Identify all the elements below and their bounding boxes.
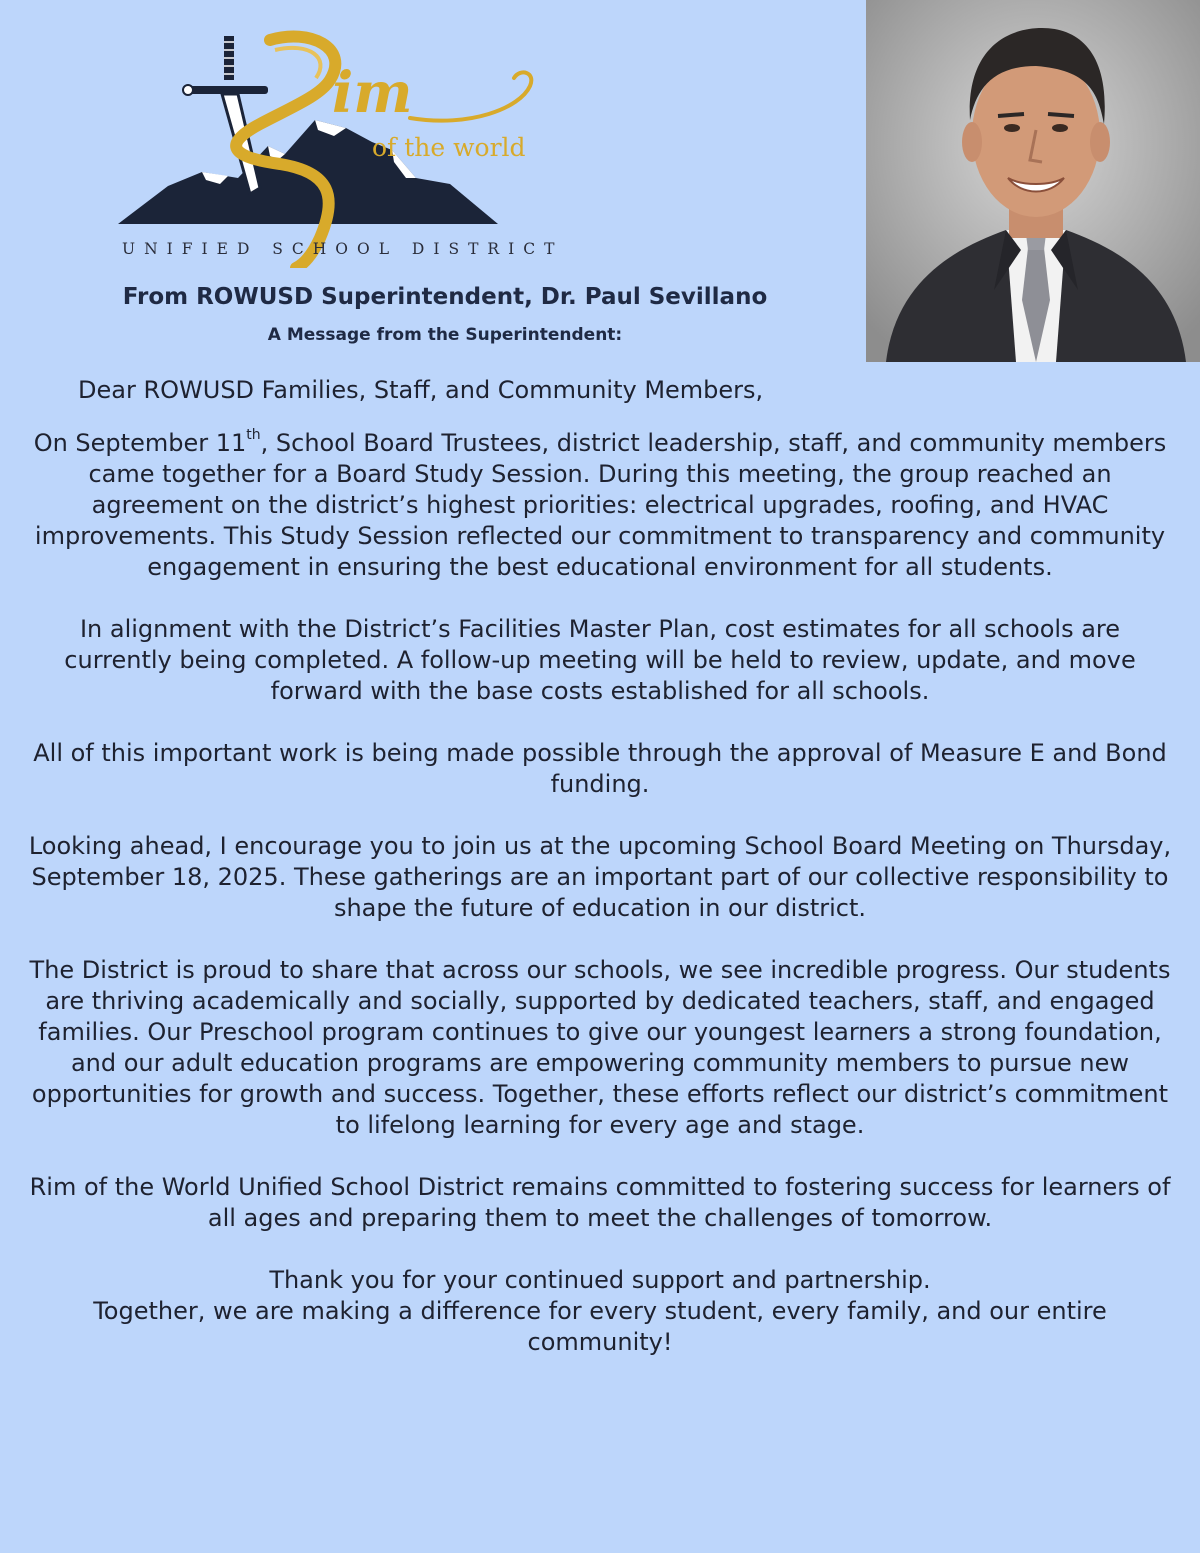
logo-subtitle: UNIFIED SCHOOL DISTRICT <box>122 240 564 258</box>
paragraph-board-meeting: Looking ahead, I encourage you to join us at the upcoming School Board Meeting on Thursday, September 18, 2025. These gatherings are an important part of our collective responsibility to shape the future of education in our district. <box>28 832 1172 922</box>
sword-icon <box>183 36 268 194</box>
paragraph-progress: The District is proud to share that across our schools, we see incredible progress. Our students are thriving academically and socially, supported by dedicated teachers, staff, and engaged families. Our Preschool program continues to give our youngest learners a strong foundation, and our adult education programs are empowering community members to pursue new opportunities for growth and success. Together, these efforts reflect our district’s commitment to lifelong learning for every age and stage. <box>29 956 1171 1139</box>
district-logo <box>110 28 580 268</box>
paragraph-master-plan: In alignment with the District’s Facilities Master Plan, cost estimates for all schools are currently being completed. A follow-up meeting will be held to review, update, and move forward with the base costs established for all schools. <box>64 615 1136 705</box>
closing-together: Together, we are making a difference for every student, every family, and our entire community! <box>93 1297 1107 1356</box>
closing-thanks: Thank you for your continued support and partnership. <box>269 1266 931 1294</box>
svg-text:im: im <box>332 60 413 126</box>
svg-text:of the world: of the world <box>372 133 526 162</box>
salutation: Dear ROWUSD Families, Staff, and Community Members, <box>78 376 764 404</box>
page-title: From ROWUSD Superintendent, Dr. Paul Sevillano <box>122 284 768 310</box>
paragraph-measure-e: All of this important work is being made possible through the approval of Measure E and Bond funding. <box>33 739 1167 798</box>
page-subtitle: A Message from the Superintendent: <box>267 325 623 345</box>
paragraph-study-session: On September 11th, School Board Trustees, district leadership, staff, and community members came together for a Board Study Session. During this meeting, the group reached an agreement on the district’s highest priorities: electrical upgrades, roofing, and HVAC improvements. This Study Session reflected our commitment to transparency and community engagement in ensuring the best educational environment for all students. <box>33 427 1167 581</box>
paragraph-commitment: Rim of the World Unified School District remains committed to fostering success for learners of all ages and preparing them to meet the challenges of tomorrow. <box>29 1173 1171 1232</box>
superintendent-photo <box>866 0 1200 362</box>
letter-body <box>28 428 1172 1358</box>
